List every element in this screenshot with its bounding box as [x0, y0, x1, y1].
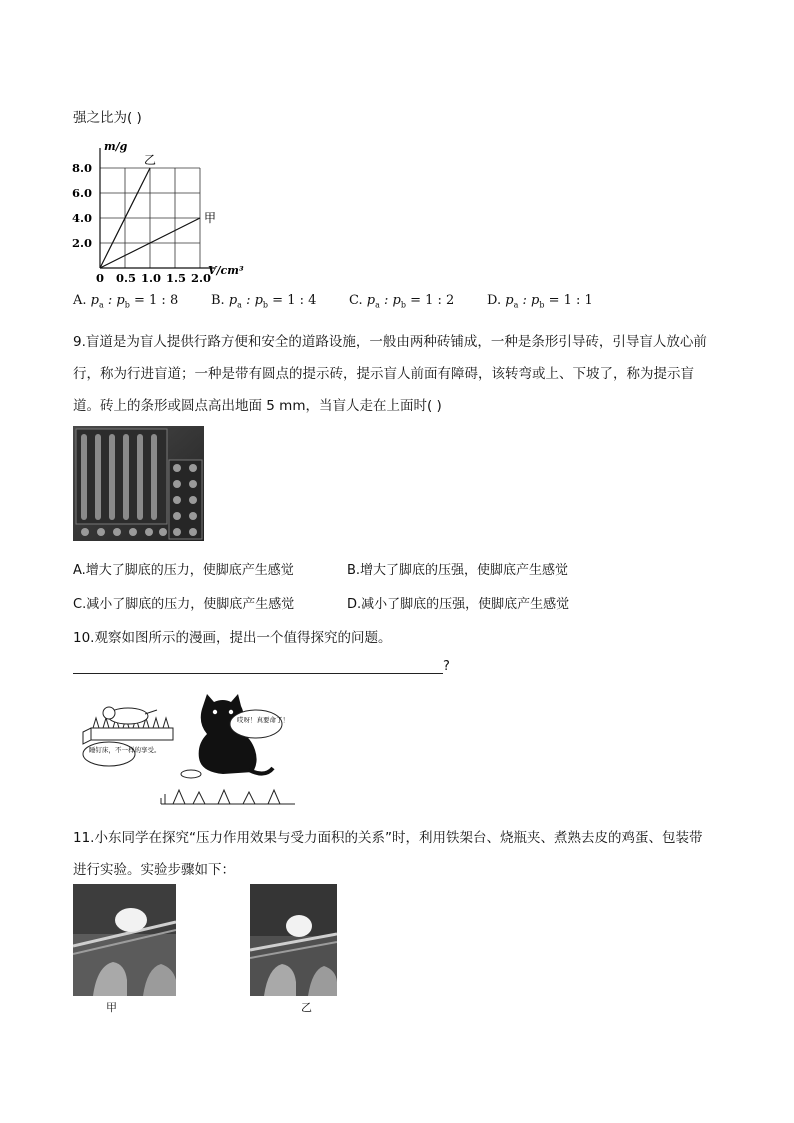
chart-x-axis-label: V/cm³ — [208, 264, 244, 277]
option-label: D. — [487, 293, 502, 308]
q11-stem-line-2: 进行实验。实验步骤如下： — [73, 862, 235, 878]
option-symbol-sep: : p — [103, 293, 125, 308]
option-ratio: = 1 : 2 — [405, 293, 455, 308]
option-subscript: a — [99, 300, 104, 310]
option-ratio: = 1 : 1 — [544, 293, 593, 308]
option-subscript: b — [124, 300, 130, 310]
option-subscript: a — [513, 300, 519, 310]
caption-jia: 甲 — [106, 1001, 117, 1014]
chart-series-label: 乙 — [144, 153, 157, 167]
q9-stem-line-2: 行，称为行进盲道；一种是带有圆点的提示砖，提示盲人前面有障碍，该转弯或上、下坡了，称为提示盲 — [73, 366, 694, 382]
caption-yi: 乙 — [301, 1001, 312, 1014]
q9-option-b[interactable]: B.增大了脚底的压强，使脚底产生感觉 — [347, 563, 569, 578]
chart-y-tick-label: 4.0 — [72, 211, 93, 225]
option-subscript: b — [539, 300, 545, 310]
option-symbol: p — [505, 293, 514, 308]
comic-bubble-left-text: 睡钉床，不一样的享受。 — [89, 746, 161, 754]
chart-x-tick-label: 2.0 — [191, 271, 212, 282]
chart-axes — [100, 148, 215, 268]
chart-labels — [72, 140, 244, 282]
option-subscript: a — [237, 300, 242, 310]
chart-series-label: 甲 — [204, 211, 217, 225]
chart-y-tick-label: 8.0 — [72, 161, 93, 175]
chart-x-tick-label: 0 — [96, 271, 105, 282]
q10-stem: 10.观察如图所示的漫画，提出一个值得探究的问题。 — [73, 630, 392, 646]
option-subscript: a — [375, 300, 380, 310]
q8-option-d[interactable] — [487, 293, 593, 310]
q9-stem-line-1: 9.盲道是为盲人提供行路方便和安全的道路设施，一般由两种砖铺成，一种是条形引导砖，引导盲人放心前 — [73, 334, 707, 350]
chart-x-tick-label: 0.5 — [116, 271, 137, 282]
q9-option-c[interactable]: C.减小了脚底的压力，使脚底产生感觉 — [73, 597, 295, 612]
option-ratio: = 1 : 4 — [268, 293, 317, 308]
q9-stem-line-3: 道。砖上的条形或圆点高出地面 5 mm，当盲人走在上面时( ) — [73, 398, 442, 414]
comic-bubble-right-text: 哎呀！真要命了！ — [237, 716, 289, 724]
q8-option-c[interactable] — [349, 293, 454, 310]
option-ratio: = 1 : 8 — [129, 293, 179, 308]
option-symbol-sep: : p — [241, 293, 263, 308]
chart-y-tick-label: 6.0 — [72, 186, 93, 200]
q8-option-a[interactable] — [73, 293, 178, 310]
option-subscript: b — [400, 300, 406, 310]
q9-option-a[interactable]: A.增大了脚底的压力，使脚底产生感觉 — [73, 563, 294, 578]
option-symbol-sep: : p — [518, 293, 540, 308]
experiment-photo-yi — [250, 884, 337, 996]
chart-y-axis-label: m/g — [104, 140, 128, 153]
option-subscript: b — [262, 300, 269, 310]
q10-comic-illustration — [73, 688, 298, 810]
option-symbol: p — [90, 293, 99, 308]
option-symbol: p — [366, 293, 376, 308]
option-symbol: p — [228, 293, 238, 308]
q9-option-d[interactable]: D.减小了脚底的压强，使脚底产生感觉 — [347, 597, 570, 612]
chart-grid — [100, 168, 200, 268]
option-label: B. — [211, 293, 225, 308]
chart-x-tick-label: 1.0 — [141, 271, 162, 282]
q11-stem-line-1: 11.小东同学在探究“压力作用效果与受力面积的关系”时，利用铁架台、烧瓶夹、煮熟去皮的鸡蛋、包装带 — [73, 830, 703, 846]
chart-y-tick-label: 2.0 — [72, 236, 93, 250]
q10-answer-blank[interactable] — [73, 673, 443, 674]
option-symbol-sep: : p — [379, 293, 401, 308]
option-label: C. — [349, 293, 363, 308]
chart-x-tick-label: 1.5 — [166, 271, 187, 282]
experiment-photo-jia — [73, 884, 176, 996]
option-label: A. — [73, 293, 87, 308]
q8-option-b[interactable] — [211, 293, 316, 310]
q10-question-mark: ? — [443, 659, 450, 674]
q8-stem-tail: 强之比为( ) — [73, 110, 142, 126]
tactile-paving-photo — [73, 426, 204, 541]
q8-mass-volume-chart — [70, 132, 260, 282]
